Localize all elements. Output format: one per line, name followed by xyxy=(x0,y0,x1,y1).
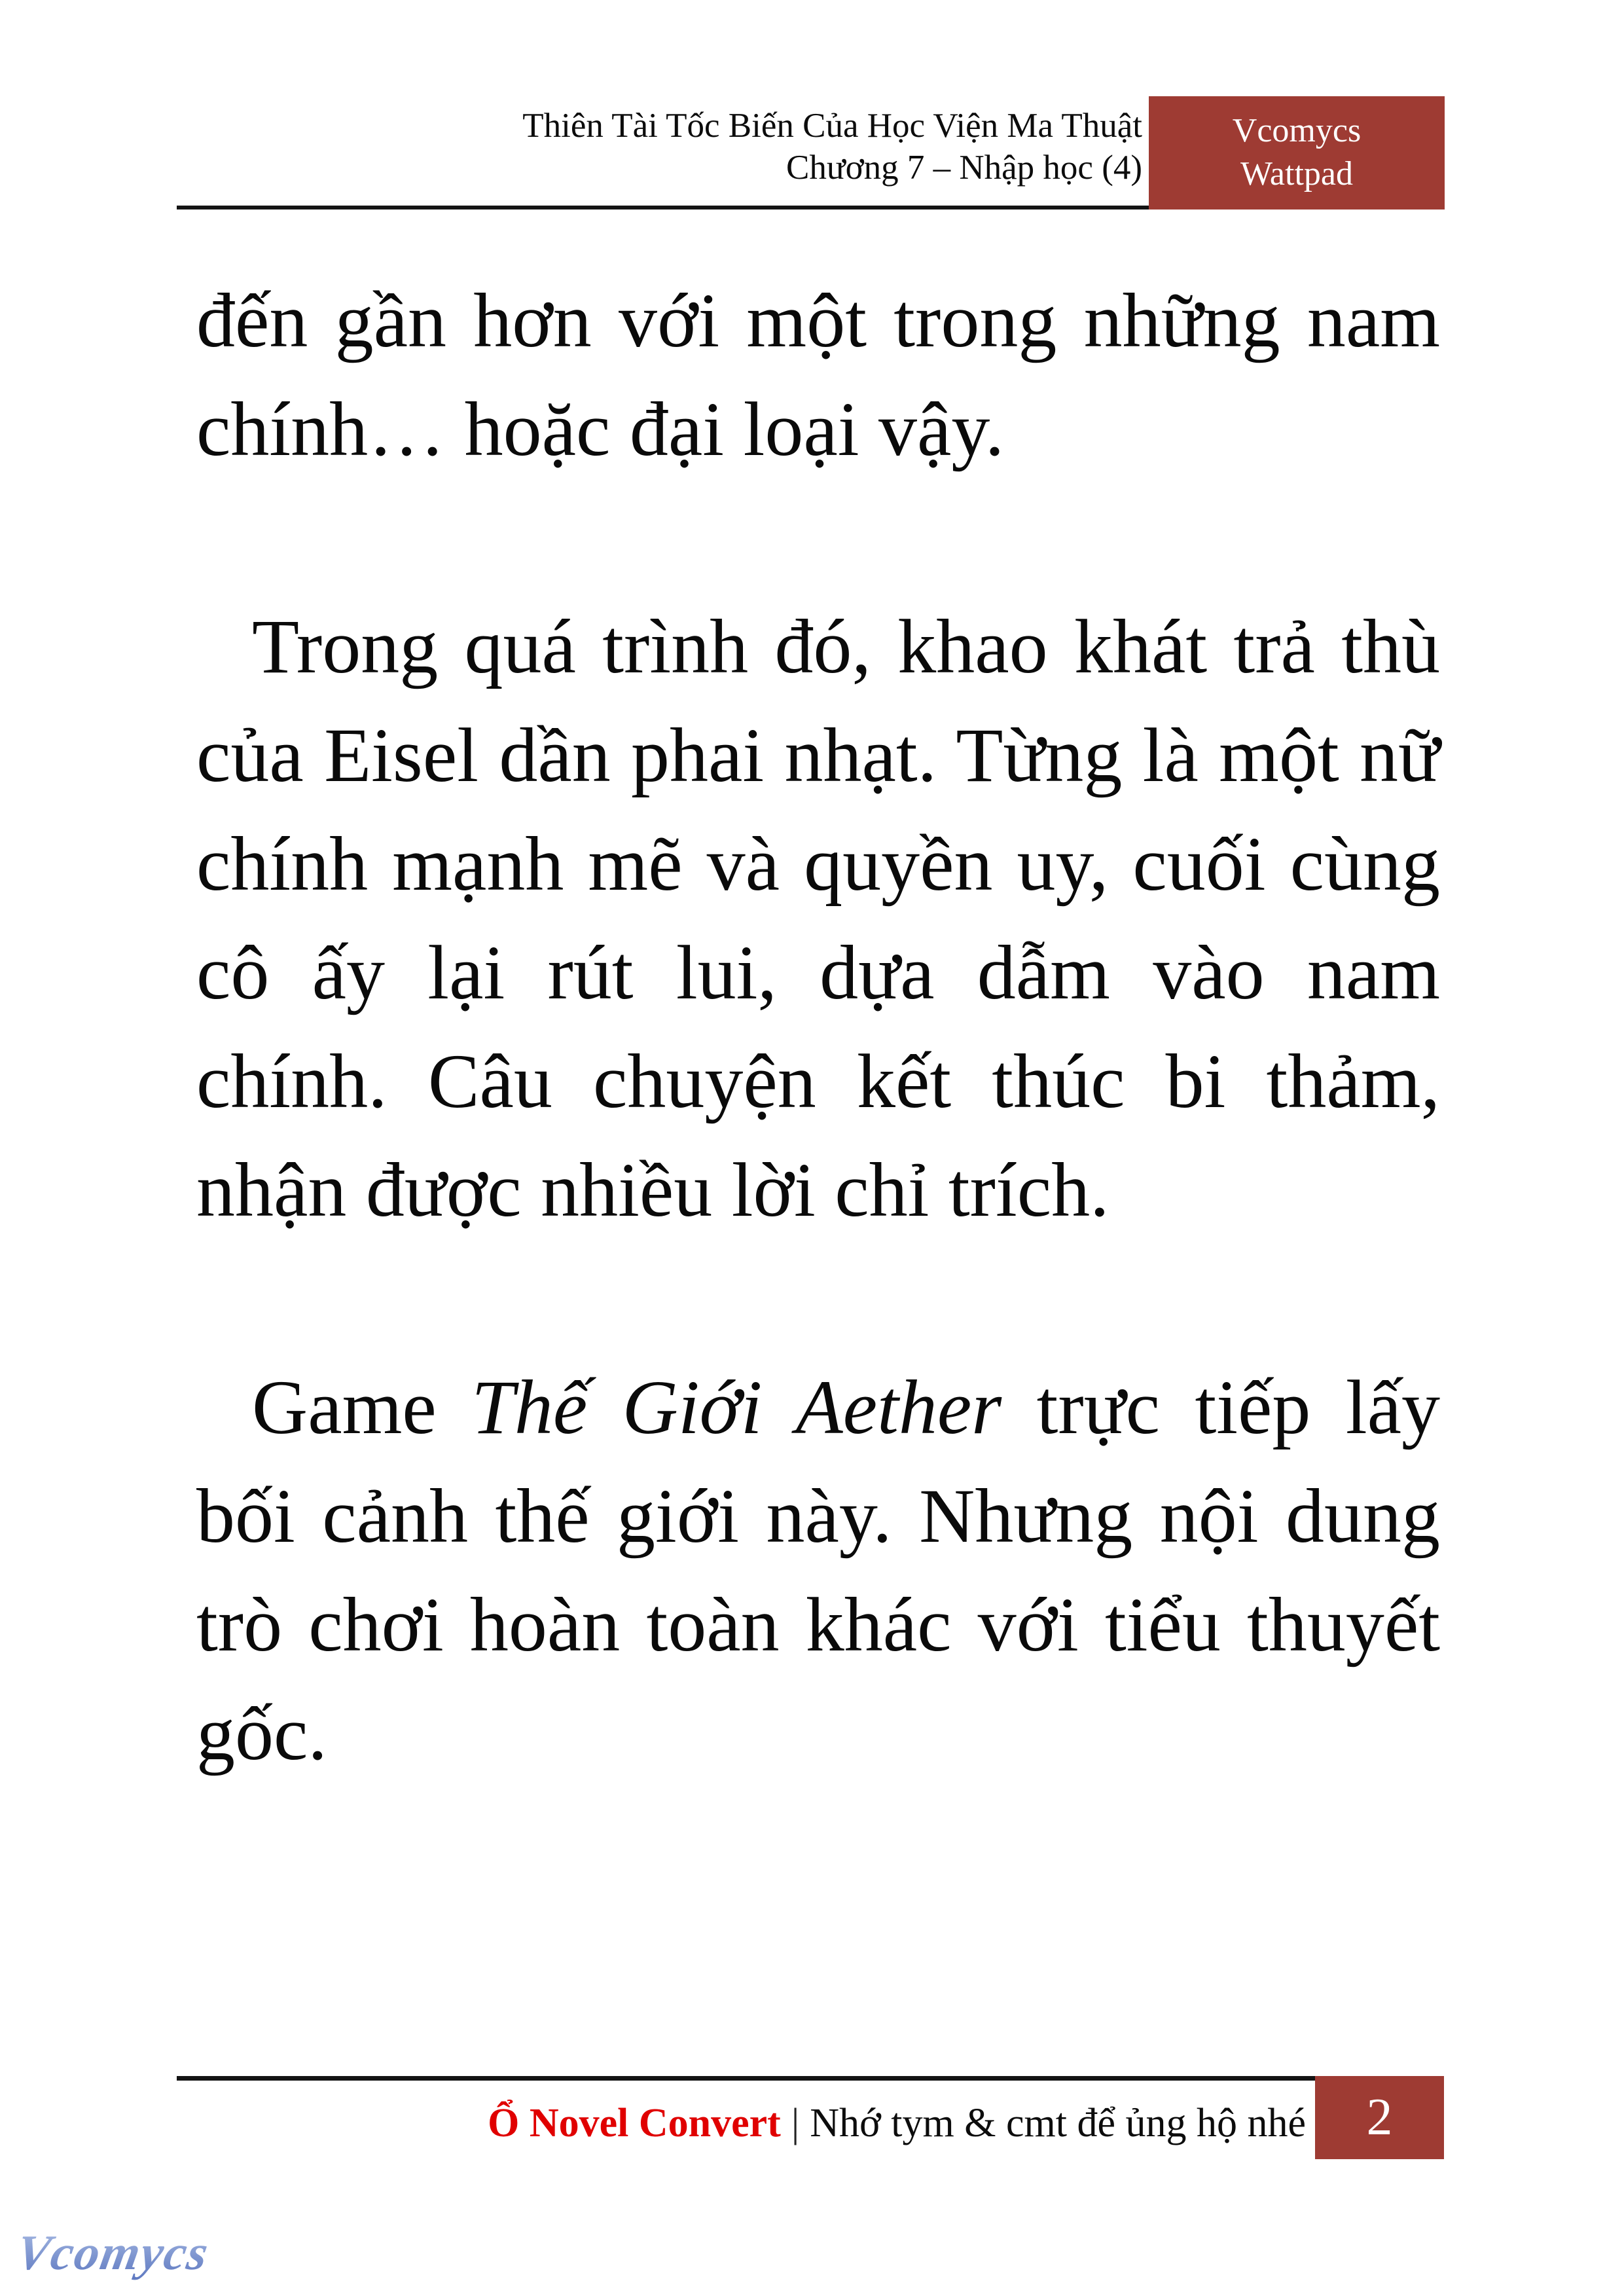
header-title-line1: Thiên Tài Tốc Biến Của Học Viện Ma Thuật xyxy=(522,107,1142,145)
footer-separator: | xyxy=(791,2101,800,2145)
header-badge xyxy=(1149,96,1445,210)
header-title-line2: Chương 7 – Nhập học (4) xyxy=(786,149,1142,187)
footer-message: Nhớ tym & cmt để ủng hộ nhé xyxy=(810,2101,1306,2145)
footer-brand: Ổ Novel Convert xyxy=(488,2101,781,2145)
page-number-badge xyxy=(1315,2076,1444,2159)
page-footer xyxy=(488,2097,1306,2149)
paragraph-3 xyxy=(196,1353,1440,1788)
page-number: 2 xyxy=(1366,2088,1393,2146)
header-badge-line1: Vcomycs xyxy=(1232,112,1362,149)
header-badge-line2: Wattpad xyxy=(1240,155,1353,192)
paragraph-2: Trong quá trình đó, khao khát trả thù của Eisel dần phai nhạt. Từng là một nữ chính mạnh mẽ và quyền uy, cuối cùng cô ấy lại rút lui, dựa dẫm vào nam chính. Câu chuyện kết thúc bi thảm, nhận được nhiều lời chỉ trích. xyxy=(196,604,1440,1233)
page-body xyxy=(196,266,1440,1897)
paragraph-3-text: Game xyxy=(252,1364,472,1450)
vcomycs-watermark-logo: Vcomycs xyxy=(12,2225,214,2280)
paragraph-1: đến gần hơn với một trong những nam chính… hoặc đại loại vậy. xyxy=(196,278,1440,472)
paragraph-3-game-title: Thế Giới Aether xyxy=(471,1364,1002,1450)
page-header xyxy=(196,105,1142,189)
paragraph-3-text-after: trực tiếp lấy bối cảnh thế giới này. Nhưng nội dung trò chơi hoàn toàn khác với tiểu thuyết gốc. xyxy=(196,1364,1440,1776)
footer-divider xyxy=(177,2076,1315,2081)
